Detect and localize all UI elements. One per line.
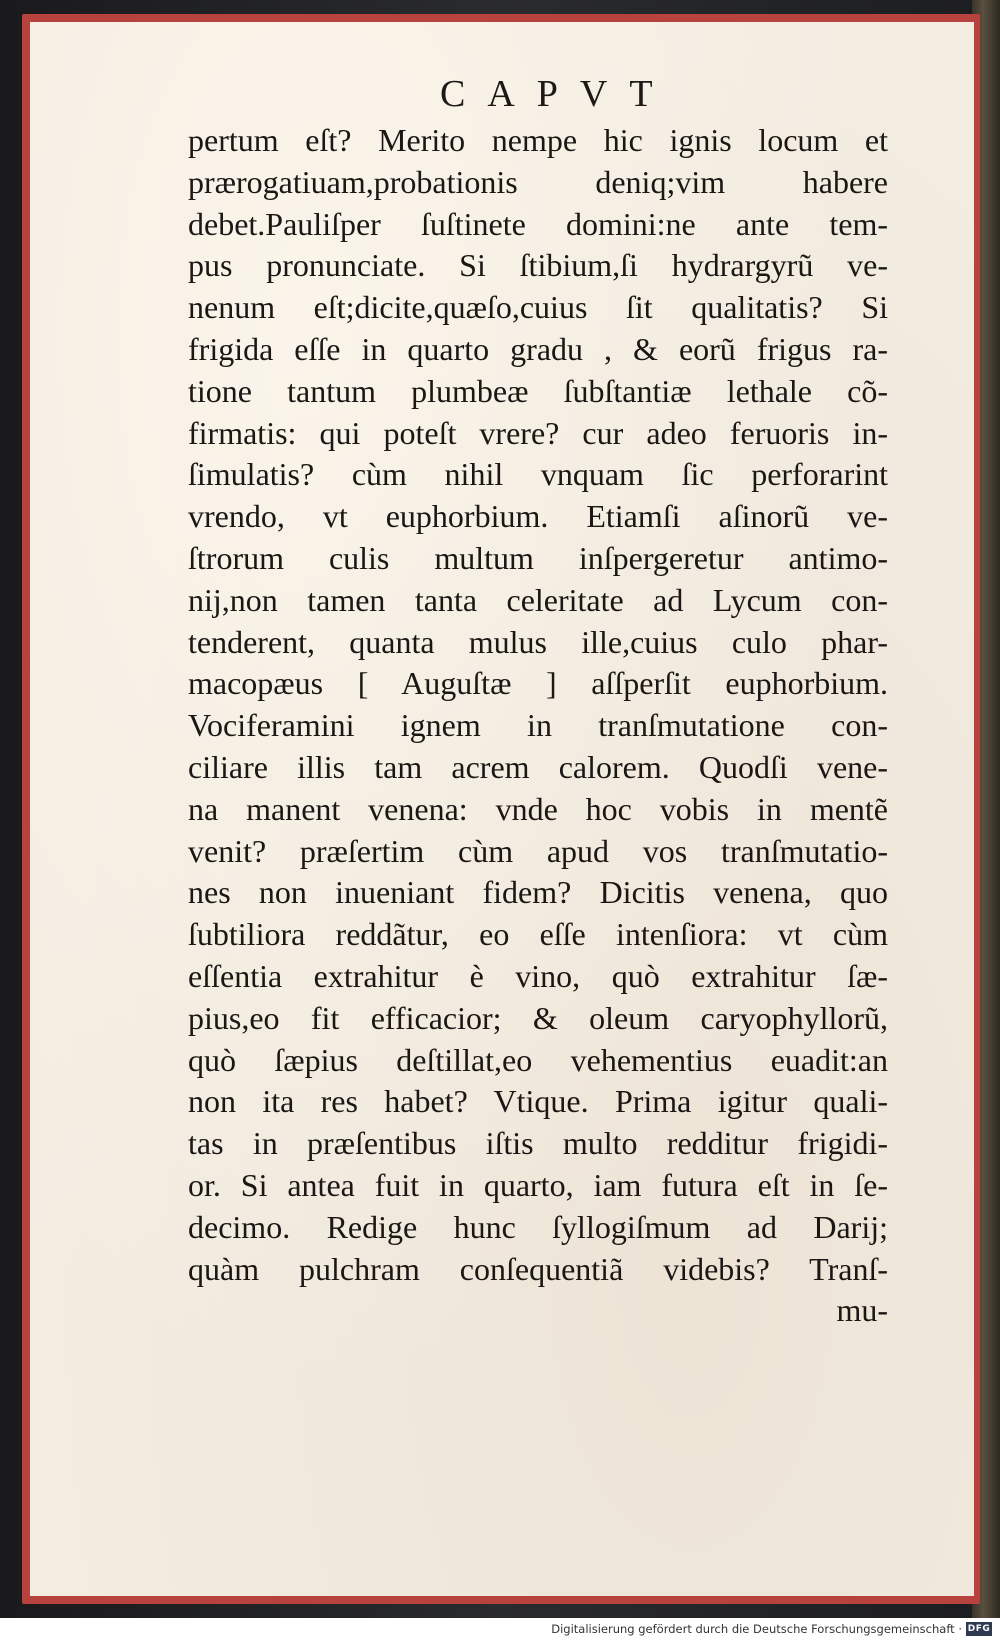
text-line: frigida eſſe in quarto gradu , & eorũ frigus ra- <box>188 330 888 367</box>
text-line: debet.Pauliſper ſuſtinete domini:ne ante tem- <box>188 205 888 242</box>
text-line: vrendo, vt euphorbium. Etiamſi aſinorũ ve- <box>188 498 888 535</box>
running-head: CAPVT <box>440 73 675 115</box>
footer-bar <box>0 1618 1000 1641</box>
dfg-logo-icon: DFG <box>967 1624 991 1634</box>
text-line: ſtrorum culis multum inſpergeretur antimo- <box>188 539 888 576</box>
text-line: or. Si antea fuit in quarto, iam futura eſt in ſe- <box>188 1166 888 1203</box>
text-line: ſubtiliora reddãtur, eo eſſe intenſiora: vt cùm <box>188 916 888 953</box>
text-line: eſſentia extrahitur è vino, quò extrahitur ſæ- <box>188 957 888 994</box>
text-line: decimo. Redige hunc ſyllogiſmum ad Darij; <box>188 1208 888 1245</box>
catchword: mu- <box>836 1292 888 1329</box>
text-line: tenderent, quanta mulus ille,cuius culo phar- <box>188 623 888 660</box>
text-line: venit? præſertim cùm apud vos tranſmutatio- <box>188 832 888 869</box>
funding-credit: Digitalisierung gefördert durch die Deutsche Forschungsgemeinschaft · <box>551 1622 962 1636</box>
text-line: quàm pulchram conſequentiã videbis? Tranſ- <box>188 1250 888 1287</box>
text-line: ciliare illis tam acrem calorem. Quodſi vene- <box>188 748 888 785</box>
text-line: nes non inueniant fidem? Dicitis venena, quo <box>188 874 888 911</box>
text-line: nij,non tamen tanta celeritate ad Lycum con- <box>188 581 888 618</box>
text-block <box>188 120 888 1332</box>
text-line: Vociferamini ignem in tranſmutatione con- <box>188 707 888 744</box>
text-line: macopæus [ Auguſtæ ] aſſperſit euphorbium. <box>188 665 888 702</box>
text-line: tas in præſentibus iſtis multo redditur frigidi- <box>188 1125 888 1162</box>
text-line: nenum eſt;dicite,quæſo,cuius ſit qualitatis? Si <box>188 289 888 326</box>
text-line: non ita res habet? Vtique. Prima igitur quali- <box>188 1083 888 1120</box>
text-line: pius,eo fit efficacior; & oleum caryophyllorũ, <box>188 999 888 1036</box>
text-line: ſimulatis? cùm nihil vnquam ſic perforarint <box>188 456 888 493</box>
text-line: pus pronunciate. Si ſtibium,ſi hydrargyrũ ve- <box>188 247 888 284</box>
text-line: pertum eſt? Merito nempe hic ignis locum et <box>188 122 888 158</box>
text-line: firmatis: qui poteſt vrere? cur adeo feruoris in- <box>188 414 888 451</box>
text-line: prærogatiuam,probationis deniq;vim habere <box>188 163 888 200</box>
text-line: na manent venena: vnde hoc vobis in mentẽ <box>188 790 888 827</box>
text-line: tione tantum plumbeæ ſubſtantiæ lethale cõ- <box>188 372 888 409</box>
text-line: quò ſæpius deſtillat,eo vehementius euadit:an <box>188 1041 888 1078</box>
